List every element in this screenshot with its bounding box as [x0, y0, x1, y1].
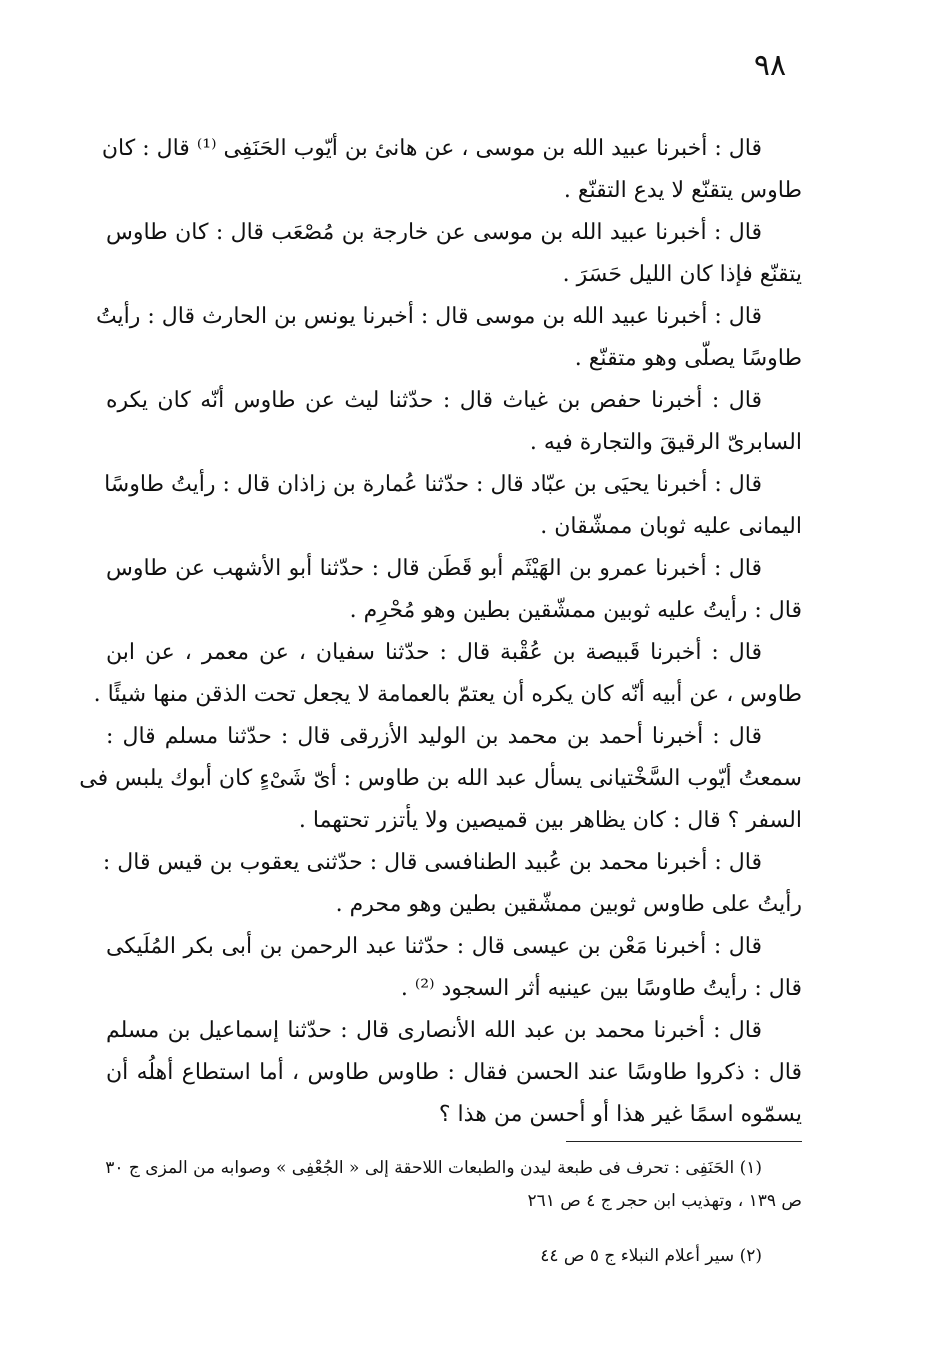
page-number: ٩٨ — [753, 48, 787, 83]
text-line: قال : أخبرنا يحيَى بن عبّاد قال : حدّثنا عُمارة بن زاذان قال : رأيتُ طاوسًا — [104, 472, 762, 497]
text-line: سمعتُ أيّوب السَّخْتيانى يسأل عبد الله بن طاوس : أىّ شَىْءٍ كان أبوك يلبس فى — [79, 766, 802, 791]
paragraph — [102, 842, 802, 926]
text-line: يتقنّع فإذا كان الليل حَسَرَ . — [562, 262, 802, 287]
text-line: رأيتُ على طاوس ثوبين ممشّقين بطين وهو محرم . — [335, 892, 802, 917]
text-line: قال : أخبرنا مَعْن بن عيسى قال : حدّثنا عبد الرحمن بن أبى بكر المُلَيكى — [106, 934, 762, 959]
paragraph — [106, 212, 802, 296]
footnotes — [106, 1152, 802, 1273]
paragraph — [93, 632, 802, 716]
text-line: قال : أخبرنا عبيد الله بن موسى عن خارجة بن مُصْعَب قال : كان طاوس — [106, 220, 762, 245]
paragraph — [95, 296, 802, 380]
footnote-divider — [566, 1141, 802, 1142]
paragraph — [79, 716, 802, 842]
text-line: اليمانى عليه ثوبان ممشّقان . — [540, 514, 802, 539]
footnote-line: (٢) سير أعلام النبلاء ج ٥ ص ٤٤ — [540, 1246, 762, 1266]
text-line: قال : رأيتُ عليه ثوبين ممشّقين بطين وهو مُحْرِم . — [349, 598, 802, 623]
text-line: قال : أخبرنا عمرو بن الهَيْثَم أبو قَطَن قال : حدّثنا أبو الأشهب عن طاوس — [106, 556, 762, 581]
text-line: قال : أخبرنا حفص بن غياث قال : حدّثنا ليث عن طاوس أنّه كان يكره — [106, 388, 762, 413]
text-line: قال : أخبرنا عبيد الله بن موسى ، عن هانئ بن أيّوب الحَنَفِى ⁽¹⁾ قال : كان — [101, 136, 762, 161]
text-line: يسمّوه اسمًا غير هذا أو أحسن من هذا ؟ — [438, 1102, 802, 1127]
main-text — [79, 128, 802, 1136]
footnote — [106, 1152, 802, 1218]
footnote-line: (١) الحَنَفِى : تحرف فى طبعة ليدن والطبعات اللاحقة إلى « الجُعْفِى » وصوابه من المزى ج ٣٠ — [105, 1158, 762, 1178]
text-line: طاوس يتقنّع لا يدع التقنّع . — [563, 178, 802, 203]
text-line: قال : ذكروا طاوسًا عند الحسن فقال : طاوس طاوس ، أما استطاع أهلُه أن — [106, 1060, 802, 1085]
paragraph — [106, 1010, 802, 1136]
text-line: طاوسًا يصلّى وهو متقنّع . — [574, 346, 802, 371]
text-line: طاوس ، عن أبيه أنّه كان يكره أن يعتمّ بالعمامة لا يجعل تحت الذقن منها شيئًا . — [93, 682, 802, 707]
text-line: قال : أخبرنا قَبيصة بن عُقْبة قال : حدّثنا سفيان ، عن معمر ، عن ابن — [106, 640, 762, 665]
paragraph — [106, 548, 802, 632]
text-line: قال : أخبرنا عبيد الله بن موسى قال : أخبرنا يونس بن الحارث قال : رأيتُ — [95, 304, 762, 329]
footnote — [106, 1240, 802, 1273]
paragraph — [101, 128, 802, 212]
paragraph — [106, 926, 802, 1010]
text-line: السابرىّ الرقيقَ والتجارة فيه . — [529, 430, 802, 455]
text-line: قال : أخبرنا محمد بن عُبيد الطنافسى قال : حدّثنى يعقوب بن قيس قال : — [102, 850, 762, 875]
footnote-spacer — [106, 1218, 802, 1240]
text-line: قال : أخبرنا محمد بن عبد الله الأنصارى قال : حدّثنا إسماعيل بن مسلم — [106, 1018, 762, 1043]
paragraph — [106, 380, 802, 464]
paragraph — [106, 464, 802, 548]
text-line: قال : رأيتُ طاوسًا بين عينيه أثر السجود ⁽²⁾ . — [400, 976, 802, 1001]
text-line: السفر ؟ قال : كان يظاهر بين قميصين ولا يأتزر تحتهما . — [298, 808, 802, 833]
text-line: قال : أخبرنا أحمد بن محمد بن الوليد الأزرقى قال : حدّثنا مسلم قال : — [106, 724, 762, 749]
footnote-line: ص ١٣٩ ، وتهذيب ابن حجر ج ٤ ص ٢٦١ — [527, 1191, 802, 1211]
